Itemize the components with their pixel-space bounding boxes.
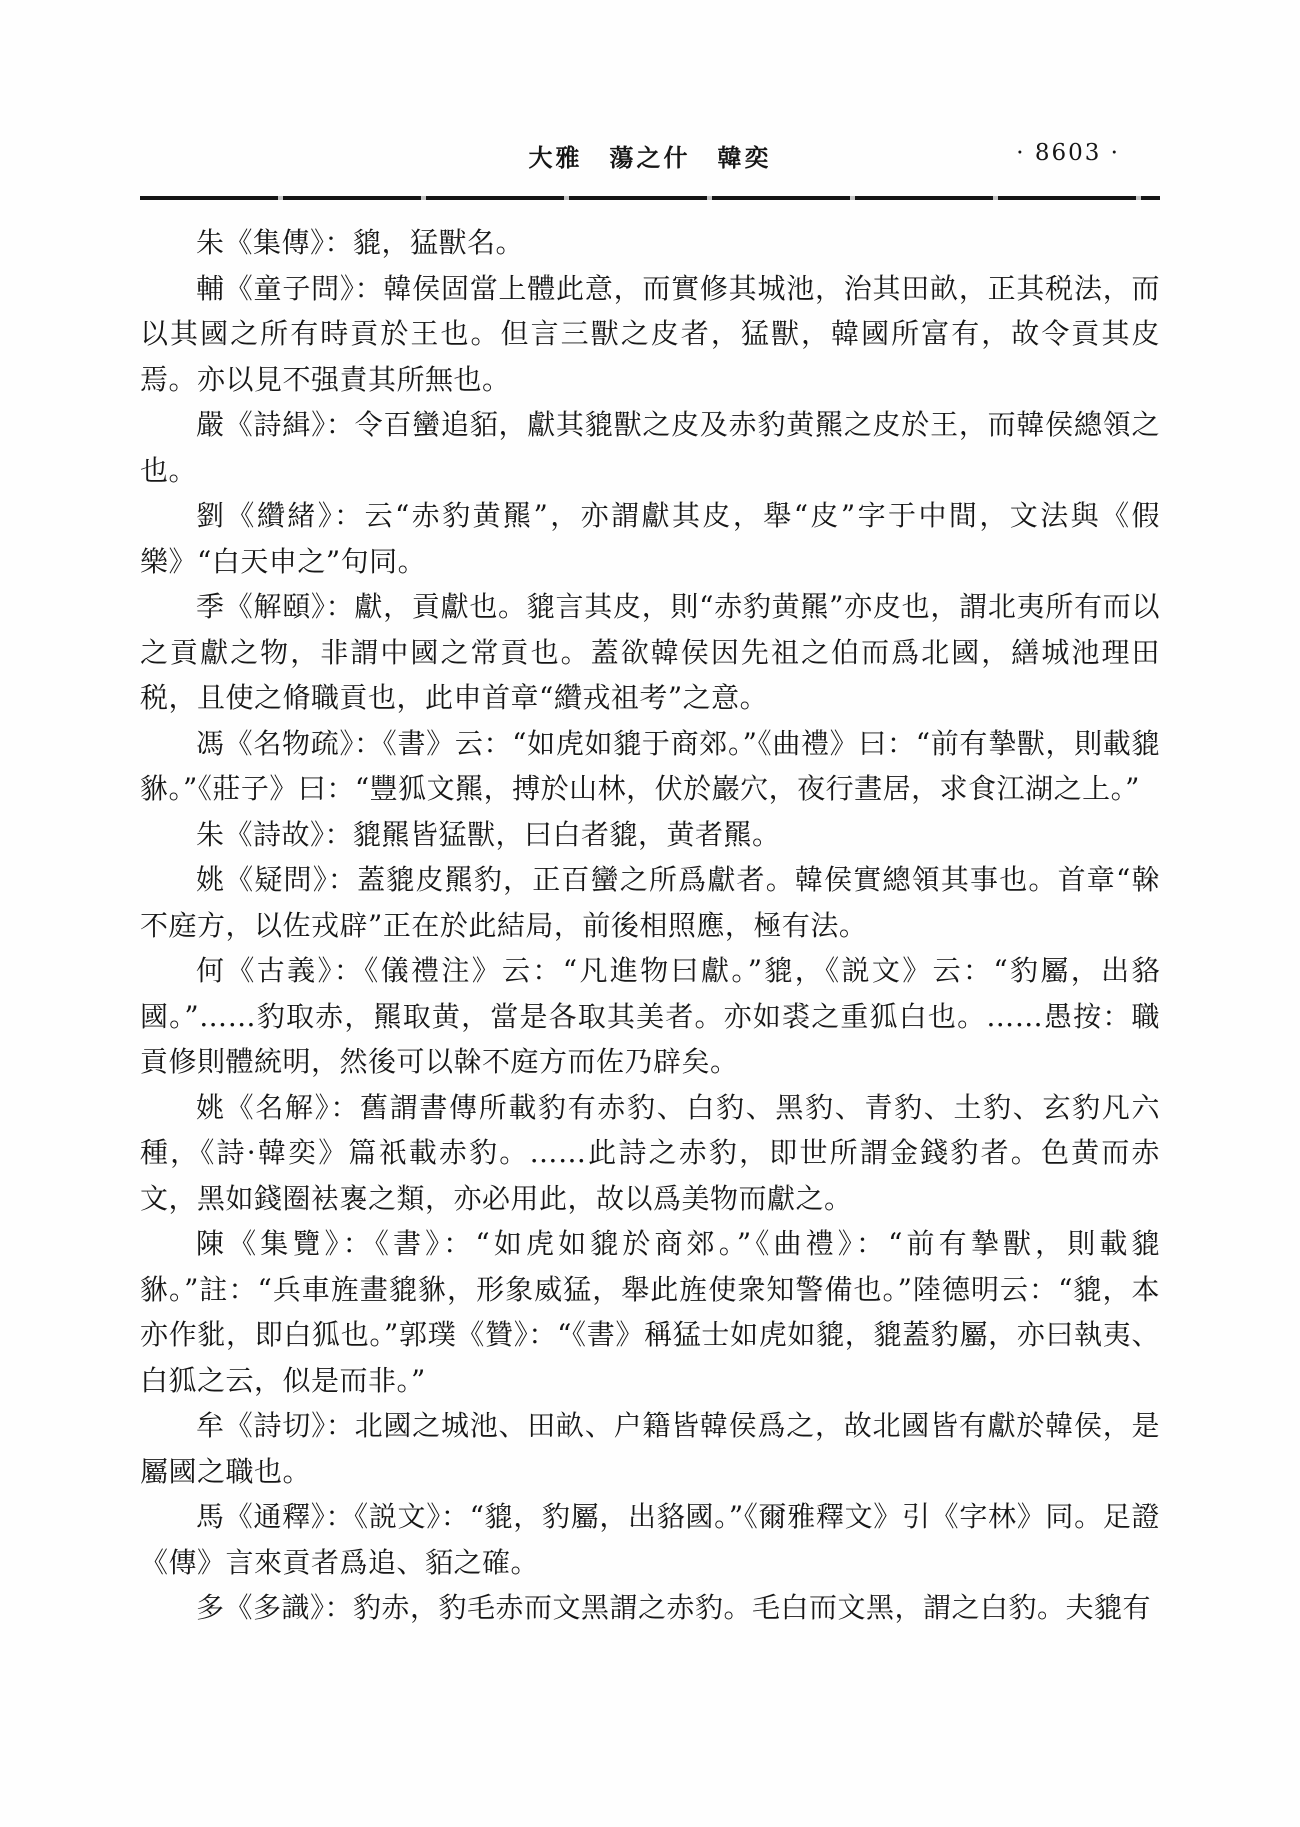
commentary-paragraph-14: 多《多識》：豹赤，豹毛赤而文黑謂之赤豹。毛白而文黑，謂之白豹。夫貔有 xyxy=(196,1591,1152,1624)
commentary-paragraph-13: 馬《通釋》：《説文》：“貔，豹屬，出貉國。”《爾雅釋文》引《字林》同。足證《傳》言來貢者爲追、貊之確。 xyxy=(140,1500,1160,1579)
commentary-paragraph-2: 輔《童子問》：韓侯固當上體此意，而實修其城池，治其田畝，正其税法，而以其國之所有時貢於王也。但言三獸之皮者，猛獸，韓國所富有，故令貢其皮焉。亦以見不强責其所無也。 xyxy=(140,271,1160,396)
running-header xyxy=(140,138,1160,178)
commentary-paragraph-3: 嚴《詩緝》：令百蠻追貊，獻其貔獸之皮及赤豹黄羆之皮於王，而韓侯總領之也。 xyxy=(140,408,1160,487)
commentary-paragraph-7: 朱《詩故》：貔羆皆猛獸，曰白者貔，黄者羆。 xyxy=(196,817,781,851)
running-header-title: 大雅 蕩之什 韓奕 xyxy=(528,143,772,172)
commentary-paragraph-6: 馮《名物疏》：《書》云：“如虎如貔于商郊。”《曲禮》曰：“前有摯獸，則載貔貅。”《莊子》曰：“豐狐文羆，搏於山林，伏於巖穴，夜行晝居，求食江湖之上。” xyxy=(140,726,1160,805)
commentary-paragraph-11: 陳《集覽》：《書》：“如虎如貔於商郊。”《曲禮》：“前有摯獸，則載貔貅。”註：“兵車旌畫貔貅，形象威猛，舉此旌使衆知警備也。”陸德明云：“貔，本亦作豼，即白狐也。”郭璞《贊》：“《書》稱猛士如虎如貔，貔蓋豹屬，亦曰執夷、白狐之云，似是而非。” xyxy=(140,1227,1160,1397)
commentary-paragraph-12: 牟《詩切》：北國之城池、田畝、户籍皆韓侯爲之，故北國皆有獻於韓侯，是屬國之職也。 xyxy=(140,1409,1160,1488)
commentary-paragraph-9: 何《古義》：《儀禮注》云：“凡進物曰獻。”貔，《説文》云：“豹屬，出貉國。”……豹取赤，羆取黄，當是各取其美者。亦如裘之重狐白也。……愚按：職貢修則體統明，然後可以榦不庭方而佐乃辟矣。 xyxy=(140,954,1160,1078)
commentary-paragraph-5: 季《解頤》：獻，貢獻也。貔言其皮，則“赤豹黄羆”亦皮也，謂北夷所有而以之貢獻之物，非謂中國之常貢也。蓋欲韓侯因先祖之伯而爲北國，繕城池理田税，且使之脩職貢也，此申首章“纘戎祖考”之意。 xyxy=(140,590,1160,714)
page-number: · 8603 · xyxy=(1016,140,1120,166)
header-rule xyxy=(140,196,1160,200)
commentary-paragraph-1: 朱《集傳》：貔，猛獸名。 xyxy=(196,226,525,259)
commentary-paragraph-8: 姚《疑問》：蓋貔皮羆豹，正百蠻之所爲獻者。韓侯實總領其事也。首章“榦不庭方，以佐戎辟”正在於此結局，前後相照應，極有法。 xyxy=(140,863,1160,942)
commentary-text-block xyxy=(140,220,1160,1631)
commentary-paragraph-10: 姚《名解》：舊謂書傳所載豹有赤豹、白豹、黑豹、青豹、土豹、玄豹凡六種，《詩·韓奕》篇祇載赤豹。……此詩之赤豹，即世所謂金錢豹者。色黄而赤文，黑如錢圈袪褢之類，亦必用此，故以爲美物而獻之。 xyxy=(140,1090,1160,1215)
commentary-paragraph-4: 劉《纘緒》：云“赤豹黄羆”，亦謂獻其皮，舉“皮”字于中間，文法與《假樂》“白天申之”句同。 xyxy=(140,499,1160,578)
